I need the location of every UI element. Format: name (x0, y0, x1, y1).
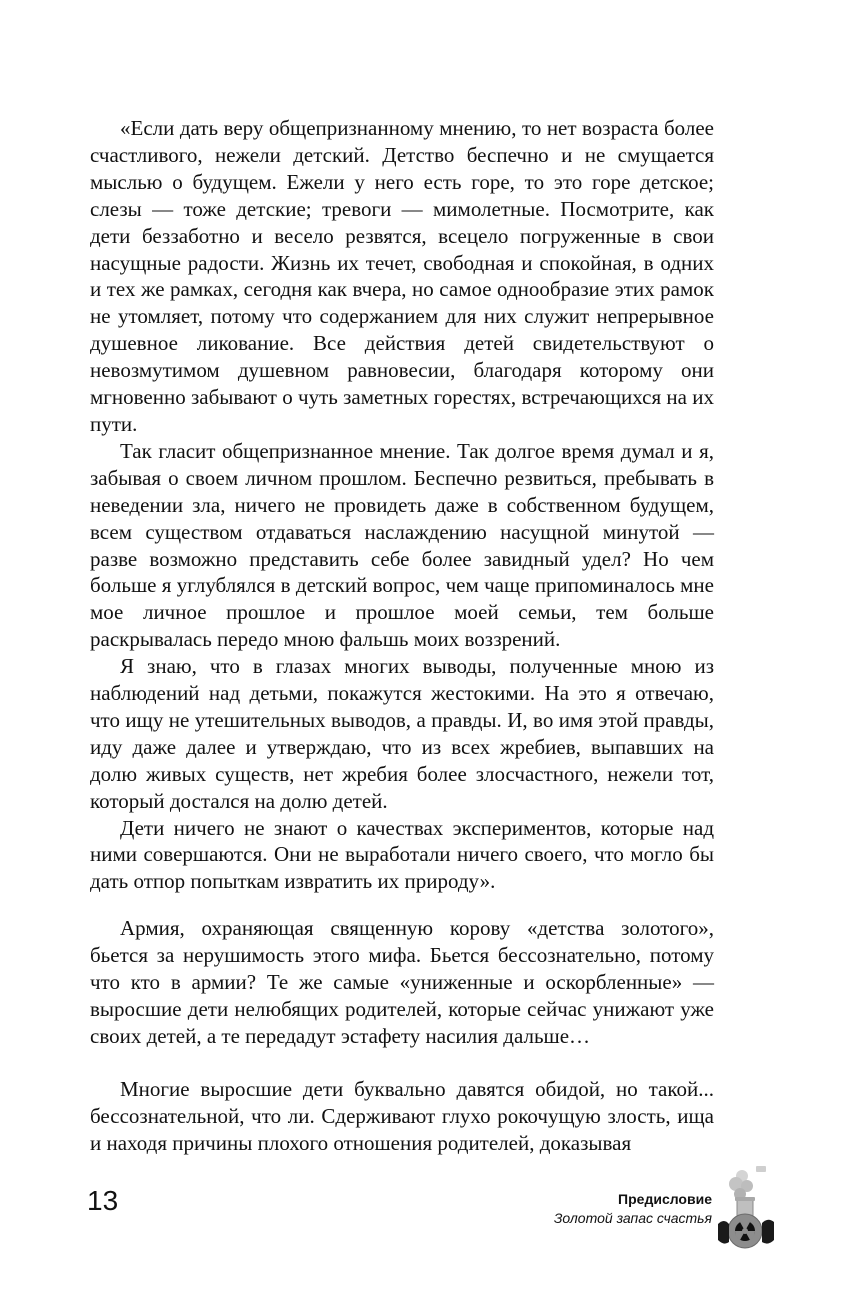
chapter-subtitle: Золотой запас счастья (553, 1210, 712, 1226)
quote-block (90, 115, 714, 895)
army-paragraph: Армия, охраняющая священную корову «детства золотого», бьется за нерушимость этого мифа. Бьется бессознательно, потому что кто в армии? Те же самые «униженные и оскорбленные» — выросшие дети нелюбящих родителей, которые сейчас унижают уже своих детей, а те передадут эстафету насилия дальше… (90, 916, 714, 1048)
quote-paragraph-4: Дети ничего не знают о качествах экспериментов, которые над ними совершаются. Они не выработали ничего своего, что могло бы дать отпор попыткам извратить их природу». (90, 815, 714, 894)
section-title: Предисловие (618, 1191, 712, 1207)
quote-paragraph-2: Так гласит общепризнанное мнение. Так долгое время думал и я, забывая о своем личном прошлом. Беспечно резвиться, пребывать в неведении зла, ничего не провидеть даже в собственном будущем, всем существом отдаваться наслаждению насущной минутой — разве возможно представить себе более завидный удел? Но чем больше я углублялся в детский вопрос, чем чаще припоминалось мне мое личное прошлое и прошлое моей семьи, тем больше раскрывалась передо мною фальшь моих воззрений. (90, 438, 714, 652)
quote-paragraph-3: Я знаю, что в глазах многих выводы, полученные мною из наблюдений над детьми, покажутся жестокими. На это я отвечаю, что ищу не утешительных выводов, а правды. И, во имя этой правды, иду даже далее и утверждаю, что из всех жребиев, выпавших на долю живых существ, нет жребия более злосчастного, нежели тот, который достался на долю детей. (90, 654, 714, 813)
running-footer (554, 1190, 712, 1228)
grown-children-paragraph: Многие выросшие дети буквально давятся обидой, но такой... бессознательной, что ли. Сдерживают глухо рокочущую злость, ища и находя причины плохого отношения родителей, доказывая (90, 1077, 714, 1155)
quote-paragraph-1: «Если дать веру общепризнанному мнению, то нет возраста более счастливого, нежели детский. Детство беспечно и не смущается мыслью о будущем. Ежели у него есть горе, то это горе детское; слезы — тоже детские; тревоги — мимолетные. Посмотрите, как дети беззаботно и весело резвятся, всецело погруженные в свои насущные радости. Жизнь их течет, свободная и спокойная, в одних и тех же рамках, сегодня как вчера, но самое однообразие этих рамок не утомляет, потому что содержанием для них служит непрерывное душевное ликование. Все действия детей свидетельствуют о невозмутимом душевном равновесии, благодаря которому они мгновенно забывают о чуть заметных горестях, встречающихся на их пути. (90, 116, 714, 436)
page-number: 13 (87, 1185, 119, 1216)
army-block (90, 915, 714, 1050)
flask-icon (716, 1164, 776, 1250)
grown-children-block (90, 1076, 714, 1157)
